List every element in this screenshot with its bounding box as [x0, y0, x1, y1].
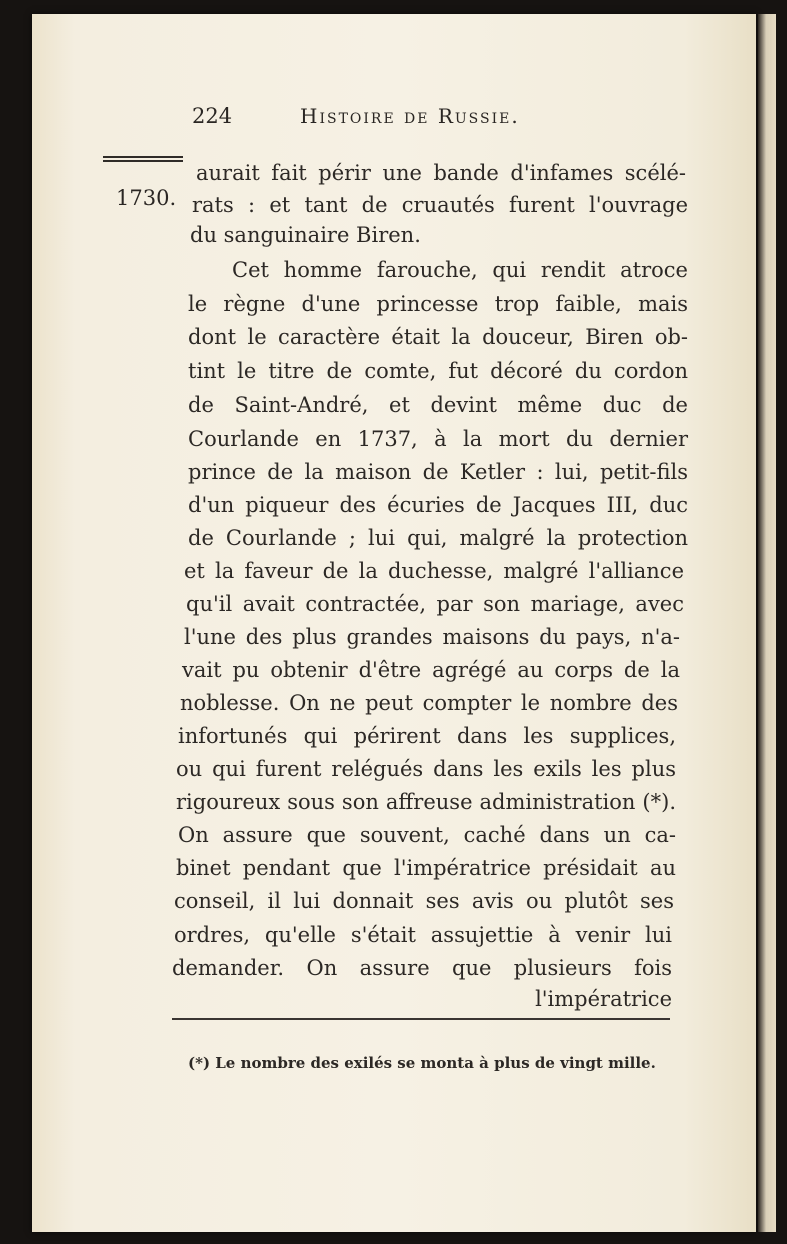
text-line: ou qui furent relégués dans les exils les plus	[176, 757, 676, 781]
text-line: qu'il avait contractée, par son mariage, avec	[186, 592, 684, 616]
text-line: On assure que souvent, caché dans un ca-	[178, 823, 676, 847]
text-line: de Saint-André, et devint même duc de	[188, 393, 688, 417]
text-line: aurait fait périr une bande d'infames scélé-	[196, 161, 686, 185]
text-line: l'une des plus grandes maisons du pays, n'a-	[184, 625, 680, 649]
text-line: tint le titre de comte, fut décoré du cordon	[188, 359, 688, 383]
text-line: dont le caractère était la douceur, Biren ob-	[188, 325, 688, 349]
text-line: noblesse. On ne peut compter le nombre des	[180, 691, 678, 715]
running-title: Histoire de Russie.	[300, 104, 520, 128]
text-line: le règne d'une princesse trop faible, mais	[188, 292, 688, 316]
page-number: 224	[192, 104, 233, 128]
adjacent-page-edge	[758, 14, 776, 1232]
text-line: binet pendant que l'impératrice présidait au	[176, 856, 676, 880]
text-line: rats : et tant de cruautés furent l'ouvrage	[192, 193, 688, 217]
text-line: conseil, il lui donnait ses avis ou plutôt ses	[174, 889, 674, 913]
text-line: rigoureux sous son affreuse administration (*).	[176, 790, 676, 814]
text-line: infortunés qui périrent dans les supplices,	[178, 724, 676, 748]
footnote: (*) Le nombre des exilés se monta à plus de vingt mille.	[188, 1054, 656, 1072]
footnote-divider	[172, 1018, 670, 1020]
page-header	[192, 104, 584, 134]
text-line: et la faveur de la duchesse, malgré l'alliance	[184, 559, 684, 583]
text-line: Cet homme farouche, qui rendit atroce	[232, 258, 688, 282]
text-line: l'impératrice	[535, 987, 672, 1011]
text-line: du sanguinaire Biren.	[190, 223, 421, 247]
text-line: Courlande en 1737, à la mort du dernier	[188, 427, 688, 451]
text-line: vait pu obtenir d'être agrégé au corps de la	[182, 658, 680, 682]
text-line: d'un piqueur des écuries de Jacques III, duc	[188, 493, 688, 517]
text-line: demander. On assure que plusieurs fois	[172, 956, 672, 980]
text-line: prince de la maison de Ketler : lui, petit-fils	[188, 460, 688, 484]
margin-rule-mark	[103, 156, 183, 164]
margin-year: 1730.	[116, 186, 177, 210]
text-line: de Courlande ; lui qui, malgré la protection	[188, 526, 688, 550]
text-line: ordres, qu'elle s'était assujettie à venir lui	[174, 923, 672, 947]
